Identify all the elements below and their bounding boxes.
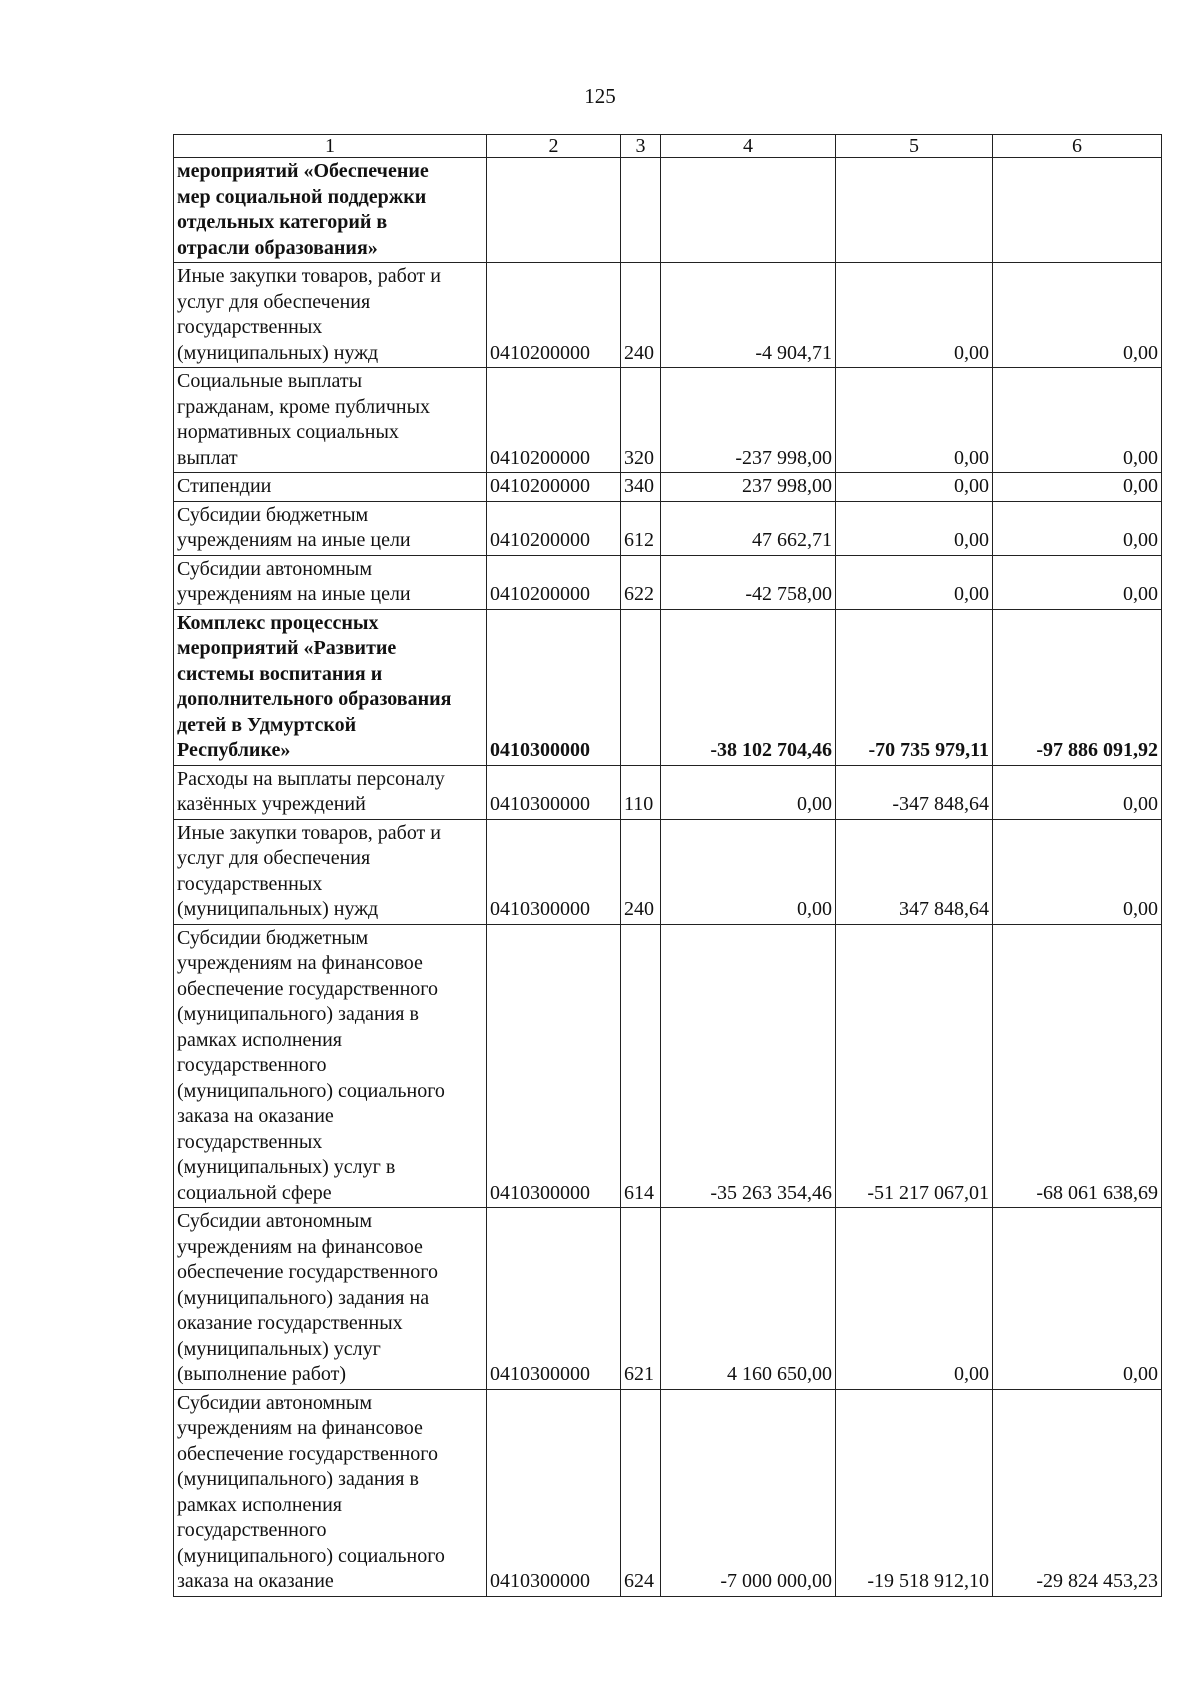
row-expense-type-cell: 614 [621,924,661,1208]
table-row [174,924,1162,1208]
table-row [174,473,1162,502]
row-amount-col4-cell: -35 263 354,46 [661,924,836,1208]
table-row [174,263,1162,368]
row-code-cell: 0410200000 [487,473,621,502]
row-amount-col6-cell: -68 061 638,69 [993,924,1162,1208]
row-amount-col5-cell: -70 735 979,11 [836,609,993,765]
row-name-cell: Социальные выплаты гражданам, кроме публичных нормативных социальных выплат [174,368,487,473]
row-code-cell [487,158,621,263]
row-code-cell: 0410200000 [487,263,621,368]
row-amount-col4-cell: 0,00 [661,765,836,819]
row-amount-col6-cell: -29 824 453,23 [993,1389,1162,1596]
row-amount-col4-cell: -4 904,71 [661,263,836,368]
row-code-cell: 0410300000 [487,819,621,924]
row-expense-type-cell: 340 [621,473,661,502]
table-row [174,609,1162,765]
row-amount-col6-cell: 0,00 [993,368,1162,473]
row-amount-col5-cell: 0,00 [836,1208,993,1390]
row-expense-type-cell: 624 [621,1389,661,1596]
row-amount-col6-cell: 0,00 [993,501,1162,555]
row-amount-col4-cell: 0,00 [661,819,836,924]
column-header: 4 [661,135,836,158]
row-amount-col5-cell: 0,00 [836,368,993,473]
row-amount-col6-cell: 0,00 [993,1208,1162,1390]
row-code-cell: 0410300000 [487,765,621,819]
row-amount-col4-cell: -38 102 704,46 [661,609,836,765]
row-name-cell: Расходы на выплаты персоналу казённых учреждений [174,765,487,819]
column-header: 6 [993,135,1162,158]
row-name-cell: Субсидии автономным учреждениям на финансовое обеспечение государственного (муниципального) задания на оказание государственных (муниципальных) услуг (выполнение работ) [174,1208,487,1390]
row-name-cell: Иные закупки товаров, работ и услуг для обеспечения государственных (муниципальных) нужд [174,263,487,368]
row-amount-col5-cell: 0,00 [836,501,993,555]
row-name-cell: Стипендии [174,473,487,502]
row-name-cell: Субсидии автономным учреждениям на иные цели [174,555,487,609]
column-header: 3 [621,135,661,158]
row-name-cell: Комплекс процессных мероприятий «Развитие системы воспитания и дополнительного образования детей в Удмуртской Республике» [174,609,487,765]
row-amount-col5-cell: 0,00 [836,555,993,609]
row-amount-col5-cell: -19 518 912,10 [836,1389,993,1596]
budget-table [173,134,1162,1597]
row-amount-col6-cell: 0,00 [993,765,1162,819]
row-expense-type-cell: 622 [621,555,661,609]
row-expense-type-cell [621,609,661,765]
row-expense-type-cell: 240 [621,263,661,368]
row-amount-col5-cell: -51 217 067,01 [836,924,993,1208]
row-amount-col5-cell [836,158,993,263]
row-expense-type-cell: 612 [621,501,661,555]
row-amount-col4-cell: -237 998,00 [661,368,836,473]
table-row [174,555,1162,609]
row-amount-col4-cell: 4 160 650,00 [661,1208,836,1390]
table-row [174,368,1162,473]
row-code-cell: 0410200000 [487,368,621,473]
row-code-cell: 0410300000 [487,609,621,765]
header-row [174,135,1162,158]
row-expense-type-cell: 320 [621,368,661,473]
row-expense-type-cell: 621 [621,1208,661,1390]
row-code-cell: 0410200000 [487,555,621,609]
row-expense-type-cell: 110 [621,765,661,819]
table-row [174,765,1162,819]
row-amount-col4-cell: -7 000 000,00 [661,1389,836,1596]
row-amount-col5-cell: -347 848,64 [836,765,993,819]
row-amount-col5-cell: 0,00 [836,473,993,502]
table-row [174,1208,1162,1390]
row-name-cell: Субсидии автономным учреждениям на финансовое обеспечение государственного (муниципального) задания в рамках исполнения государственного (муниципального) социального заказа на оказание [174,1389,487,1596]
column-header: 1 [174,135,487,158]
row-amount-col4-cell: -42 758,00 [661,555,836,609]
row-code-cell: 0410300000 [487,924,621,1208]
row-amount-col4-cell: 47 662,71 [661,501,836,555]
row-name-cell: мероприятий «Обеспечение мер социальной поддержки отдельных категорий в отрасли образования» [174,158,487,263]
column-header: 2 [487,135,621,158]
row-amount-col6-cell: 0,00 [993,263,1162,368]
row-code-cell: 0410300000 [487,1389,621,1596]
row-expense-type-cell: 240 [621,819,661,924]
row-amount-col6-cell: -97 886 091,92 [993,609,1162,765]
row-expense-type-cell [621,158,661,263]
row-amount-col6-cell [993,158,1162,263]
column-header: 5 [836,135,993,158]
row-amount-col4-cell [661,158,836,263]
row-code-cell: 0410200000 [487,501,621,555]
row-code-cell: 0410300000 [487,1208,621,1390]
row-amount-col5-cell: 347 848,64 [836,819,993,924]
table-row [174,158,1162,263]
table-row [174,819,1162,924]
page-number: 125 [584,84,616,108]
row-amount-col4-cell: 237 998,00 [661,473,836,502]
row-name-cell: Субсидии бюджетным учреждениям на финансовое обеспечение государственного (муниципального) задания в рамках исполнения государственного (муниципального) социального заказа на оказание государственных (муниципальных) услуг в социальной сфере [174,924,487,1208]
table-body [174,158,1162,1597]
row-name-cell: Субсидии бюджетным учреждениям на иные цели [174,501,487,555]
table-row [174,501,1162,555]
row-amount-col5-cell: 0,00 [836,263,993,368]
row-name-cell: Иные закупки товаров, работ и услуг для обеспечения государственных (муниципальных) нужд [174,819,487,924]
row-amount-col6-cell: 0,00 [993,555,1162,609]
table-row [174,1389,1162,1596]
row-amount-col6-cell: 0,00 [993,819,1162,924]
row-amount-col6-cell: 0,00 [993,473,1162,502]
